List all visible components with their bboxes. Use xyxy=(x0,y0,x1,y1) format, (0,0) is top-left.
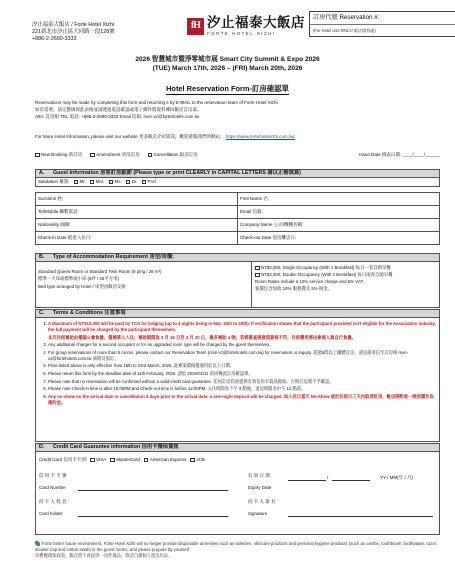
option-label: Prof. xyxy=(147,179,158,185)
card-type-option[interactable] xyxy=(144,457,187,463)
address-line: 汐止福泰大飯店 / Forte Hotel Xizhi xyxy=(32,22,115,28)
signature-label-cn: 持 卡 人 簽 名 xyxy=(248,499,276,504)
contact-line: Attn: 訂房組 TEL 電話: +886-2-2690-3333 Email 信箱: rsvn-xz@fortehotels.com.tw xyxy=(35,114,200,120)
option-label: Mr. xyxy=(79,179,86,185)
expiry-format: YY / MM(年 / 月) xyxy=(380,475,413,480)
intro-line: 如有需要，請完整填寫此表格並請透過電話確認或電子郵件將資料傳回飯店訂房部。 xyxy=(35,107,202,113)
salutation-option[interactable] xyxy=(90,179,105,185)
room-line: Bed type arranged by Hotel / 床型由飯店安排 xyxy=(38,283,126,289)
address-line: 221新北市汐止區大同路一段128號 xyxy=(32,28,115,35)
salutation-option[interactable] xyxy=(74,179,86,185)
table-row xyxy=(36,219,440,232)
signature-input[interactable] xyxy=(288,516,433,517)
hotel-logo xyxy=(187,16,305,36)
amendment-option[interactable] xyxy=(90,152,140,158)
option-label: Cancellation 取消訂房 xyxy=(153,152,198,157)
email-field[interactable]: Email 信箱: xyxy=(238,206,440,219)
section-title: Guest Information 房客訂房細節 (Please type or print CLEARLY in CAPITAL LETTERS 請以正楷填寫) xyxy=(53,170,301,177)
checkbox-icon[interactable] xyxy=(110,458,115,463)
checkbox-icon[interactable] xyxy=(190,458,195,463)
hotel-address xyxy=(32,22,115,43)
card-holder-label: Card holder xyxy=(39,511,63,516)
expiry-label-cn: 有 效 日 期 xyxy=(248,473,270,478)
section-d-header xyxy=(35,443,440,452)
checkbox-icon[interactable] xyxy=(255,266,260,271)
terms-item: 7. Please note that no reservation will be confirmed without a valid credit card guarantee. 任何訂房均須提供有效信用卡資訊擔保，否則訂房將不予確認。 xyxy=(48,379,436,385)
terms-item: 5. Price listed above is only effective from 15th to 23rd March, 2026. 此專案價格僅適用於以上日期。 xyxy=(48,363,436,369)
event-dates: (TUE) March 17th, 2026 – (FRI) March 20th, 2026 xyxy=(152,65,303,72)
terms-list xyxy=(39,321,436,406)
option-label: VISA xyxy=(96,457,107,462)
section-letter: C. xyxy=(39,310,45,317)
rate-label: NT$3,000, Single Occupancy (With 1 Breakfast) 每日一客自助早餐 xyxy=(261,265,391,270)
issue-date-label: Issue Date 填表日期: xyxy=(359,152,402,157)
issue-date[interactable] xyxy=(359,152,440,158)
footer-line: Forte better future environment, Forte Hotel Xizhi will no longer provide disposable amenities such as toiletries, skincare products and personal hygiene products (such as combs, toothbrush, toothpaste, razor, shower cap and cotton swab) in the guest rooms, and please prepare by yourself. xyxy=(35,541,438,553)
first-name-field[interactable]: First Name 名: xyxy=(238,193,440,206)
check-out-field[interactable]: Check-out Date 退房離店日: xyxy=(238,232,440,245)
reservation-note: (For Hotel Use ONLY/ 飯店填寫處) xyxy=(313,27,376,33)
room-line: 標準一大床或標準兩小床 (8坪 / 26平方米) xyxy=(38,276,119,282)
checkbox-icon[interactable] xyxy=(90,458,95,463)
section-letter: D. xyxy=(39,444,45,451)
rate-label: NT$3,400, Double Occupancy (With 2 Breakfast) 每日兩客自助早餐 xyxy=(261,272,393,278)
booking-type-row xyxy=(35,152,440,158)
single-rate-option[interactable] xyxy=(255,264,439,271)
option-label: Mrs. xyxy=(95,179,105,185)
option-label: Ms. xyxy=(114,179,122,185)
room-line: Standard Queen Room or Standard Twin Room (8 ping / 26 m²) xyxy=(38,269,162,274)
section-title: Terms & Conditions 注意事項 xyxy=(53,310,126,317)
salutation-option[interactable] xyxy=(126,179,138,185)
logo-mark-icon: fH xyxy=(187,18,204,35)
check-in-field[interactable]: Check-in Date 抵達入住日: xyxy=(36,232,238,245)
option-label: New Booking 新訂房 xyxy=(41,152,83,157)
guest-info-table xyxy=(35,192,440,245)
card-type-option[interactable] xyxy=(190,457,205,463)
terms-item: 4. For group reservations of more than 5 rooms, please contact our Reservation Team (rsvn-xz@fortehotels.com.tw) for reservation or inquiry. 超過5間以上團體訂房，請直接寄信至訂房組 rsvn-xz@fortehotels.com.tw 詢問及預訂。 xyxy=(48,350,436,362)
intro-line: Reservations may be made by completing this form and returning it by E-MAIL to the reservation team of Forte Hotel Xizhi. xyxy=(35,100,279,105)
room-type-box xyxy=(35,262,440,308)
table-row xyxy=(36,206,440,219)
surname-field[interactable]: Surname 姓: xyxy=(36,193,238,206)
expiry-year-input[interactable] xyxy=(288,480,326,481)
nationality-field[interactable]: Nationality 國籍: xyxy=(36,219,238,232)
card-type-option[interactable] xyxy=(90,457,106,463)
option-label: Amendment 更改訂房 xyxy=(96,152,140,157)
checkbox-icon[interactable] xyxy=(148,153,153,158)
cancellation-option[interactable] xyxy=(148,152,198,158)
card-type-label: Credit Card 信用卡卡別: xyxy=(39,457,88,462)
footer-line: 為響應環保政策，飯店將不再提供一次性備品，敬請自備個人盥洗用品。 xyxy=(35,553,173,559)
logo-chinese-name: 汐止福泰大飯店 xyxy=(207,15,305,30)
option-label: American Express xyxy=(149,457,187,462)
option-label: JCB xyxy=(196,457,205,462)
section-a-header xyxy=(35,169,440,178)
checkbox-icon[interactable] xyxy=(255,273,260,278)
salutation-option[interactable] xyxy=(109,179,122,185)
address-line: +886-2-2690-3333 xyxy=(32,35,77,42)
terms-item: 1. A Maximum of NT$12,000 will be paid by TCA for lodging (up to 4 nights being in Mar. 16th to 20th). If verification shows that the participant provided isn't eligible for the Association subsidy, the full payment will be charged by the participant themselves. xyxy=(48,321,436,333)
table-row xyxy=(36,193,440,206)
credit-card-box xyxy=(35,452,440,535)
phone-field[interactable]: Tel/Mobile 聯繫電話: xyxy=(36,206,238,219)
rate-options xyxy=(255,264,439,292)
section-letter: B. xyxy=(39,254,45,261)
terms-item: 9. Any no-show on the arrival date or cancellation 3 days prior to the arrival date, a one-night deposit will be charged. 如入住日當天 No-Show 或於住宿日三天內取消訂房，飯店將酌收一晚房價作為違約金。 xyxy=(48,394,436,406)
card-number-label-cn: 信 用 卡 卡 號 xyxy=(39,473,67,478)
section-title: Credit Card Guarantee information 信用卡擔保資訊 xyxy=(53,444,179,451)
checkbox-icon[interactable] xyxy=(109,180,114,185)
checkbox-icon[interactable] xyxy=(35,153,40,158)
card-holder-label-cn: 持 卡 人 姓 名 xyxy=(39,499,67,504)
issue-date-value[interactable]: ____/____/______ xyxy=(402,152,440,157)
option-label: MasterCard xyxy=(116,457,140,462)
terms-item: 本次住宿補助由電腦公會負擔，僅補單人入住；補助期間為 3 月 16 日至 3 月 20 日，最多補助 4 晚；若經審查後發現資格不符，住宿費用將由參展人員自行負擔。 xyxy=(48,334,356,340)
reservation-number-label: 訂房代號 Reservation #: xyxy=(310,12,455,25)
terms-item: 3. Any additional charges for a second occupant or for an upgraded room type will be charged by the guest themselves. xyxy=(48,342,436,348)
leaf-icon xyxy=(35,541,40,546)
terms-item: 6. Please return this form by the deadline date of 11th February, 2026. 請於 2026/02/11 前回傳此訂房確認單。 xyxy=(48,371,436,377)
slash-separator: / xyxy=(327,475,329,480)
checkbox-icon[interactable] xyxy=(90,153,95,158)
checkbox-icon[interactable] xyxy=(142,180,147,185)
room-description xyxy=(38,268,238,290)
reservation-number-box[interactable] xyxy=(309,11,455,37)
salutation-label: Salutation 稱謂: xyxy=(38,179,70,185)
logo-english-name: FORTE HOTEL XIZHI xyxy=(207,30,276,36)
card-holder-input[interactable] xyxy=(78,516,228,517)
section-b-header xyxy=(35,253,440,262)
website-link[interactable]: https://www.fortehotelxizhi.com.tw/ xyxy=(225,134,295,139)
header xyxy=(16,8,443,60)
terms-box xyxy=(35,318,440,442)
footer-note xyxy=(35,541,440,560)
event-title: 2026 智慧城市暨淨零城市展 Smart City Summit & Expo 2026 xyxy=(135,56,320,63)
salutation-option[interactable] xyxy=(142,179,158,185)
more-info-text: For More Hotel Information, please visit our website 更多飯店介紹資訊，歡迎蒞臨我們的網站： xyxy=(35,134,225,139)
expiry-label: Expiry Date xyxy=(248,485,272,490)
more-info xyxy=(35,134,440,140)
form-title xyxy=(0,84,455,93)
expiry-month-input[interactable] xyxy=(332,480,370,481)
company-field[interactable]: Company Name 公司/機構名稱: xyxy=(238,219,440,232)
section-c-header xyxy=(35,309,440,318)
card-type-option[interactable] xyxy=(110,457,140,463)
section-letter: A. xyxy=(39,170,45,177)
signature-label: Signature xyxy=(248,511,268,516)
rate-note: 報價包含加收 10% 服務費及 5% 稅金。 xyxy=(255,286,333,292)
table-row xyxy=(36,232,440,245)
checkbox-icon[interactable] xyxy=(144,458,149,463)
section-title: Type of Accommodation Requirement 房型/房價: xyxy=(53,254,174,261)
rate-note: Room Rates include a 10% service charge and 5% VAT. xyxy=(255,279,364,285)
salutation-row xyxy=(35,178,440,187)
checkbox-icon[interactable] xyxy=(74,180,79,185)
card-type-row xyxy=(39,457,205,463)
option-label: Dr. xyxy=(131,179,138,185)
terms-item: 8. Please note Check-in time is after 15:00PM and Check-out time is before 12:00PM. 入住時間為下午 3 點後，退房時間為中午 12 點前。 xyxy=(48,386,436,392)
card-number-label: Card Number xyxy=(39,485,67,490)
checkbox-icon[interactable] xyxy=(90,180,95,185)
new-booking-option[interactable] xyxy=(35,152,82,158)
intro-text xyxy=(35,99,440,121)
checkbox-icon[interactable] xyxy=(126,180,131,185)
form-title-text: Hotel Reservation Form-訂房確認單 xyxy=(166,84,289,93)
card-number-input[interactable] xyxy=(78,490,228,491)
double-rate-option[interactable] xyxy=(255,271,439,278)
